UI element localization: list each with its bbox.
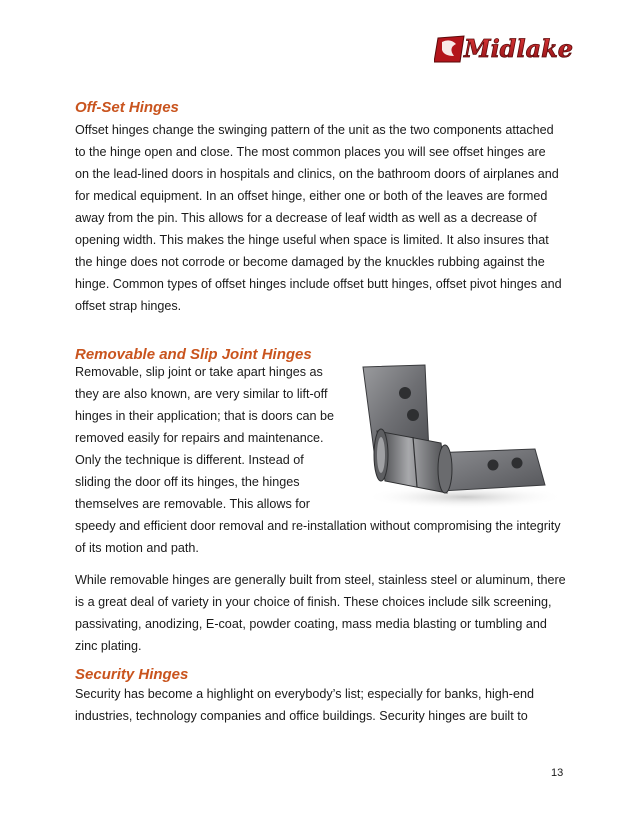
text-line: zinc plating.	[75, 639, 142, 653]
text-line: opening width. This makes the hinge useful when space is limited. It also insures that	[75, 233, 549, 247]
finish-options-paragraph	[75, 569, 575, 657]
text-line: hinges in their application; that is doors can be	[75, 409, 335, 423]
text-line: hinge. Common types of offset hinges include offset butt hinges, offset pivot hinges and	[75, 277, 562, 291]
text-line: Security has become a highlight on everybody’s list; especially for banks, high-end	[75, 687, 534, 701]
page-number: 13	[551, 767, 564, 779]
section-title-removable-hinges: Removable and Slip Joint Hinges	[75, 346, 312, 363]
text-line: is a great deal of variety in your choice of finish. These choices include silk screening,	[75, 595, 552, 609]
text-line: industries, technology companies and office buildings. Security hinges are built to	[75, 709, 528, 723]
text-line: offset strap hinges.	[75, 299, 182, 313]
security-hinges-paragraph	[75, 683, 575, 727]
text-line: passivating, anodizing, E-coat, powder coating, mass media blasting or tumbling and	[75, 617, 547, 631]
text-line: Offset hinges change the swinging pattern of the unit as the two components attached	[75, 123, 554, 137]
text-line: themselves are removable. This allows for	[75, 497, 310, 511]
removable-hinge-image	[345, 357, 568, 511]
text-line: of its motion and path.	[75, 541, 199, 555]
section-title-offset-hinges: Off-Set Hinges	[75, 99, 179, 116]
text-line: removed easily for repairs and maintenance.	[75, 431, 324, 445]
text-line: While removable hinges are generally built from steel, stainless steel or aluminum, there	[75, 573, 566, 587]
offset-hinges-paragraph	[75, 119, 575, 317]
text-line: Only the technique is different. Instead of	[75, 453, 304, 467]
midlake-logo	[434, 32, 584, 66]
section-title-security-hinges: Security Hinges	[75, 666, 189, 683]
text-line: speedy and efficient door removal and re-installation without compromising the integrity	[75, 519, 561, 533]
text-line: Removable, slip joint or take apart hinges as	[75, 365, 323, 379]
text-line: for medical equipment. In an offset hinge, either one or both of the leaves are formed	[75, 189, 548, 203]
text-line: to the hinge open and close. The most common places you will see offset hinges are	[75, 145, 546, 159]
text-line: they are also known, are very similar to lift-off	[75, 387, 328, 401]
logo-text: Midlake	[464, 34, 574, 63]
text-line: sliding the door off its hinges, the hinges	[75, 475, 300, 489]
text-line: on the lead-lined doors in hospitals and clinics, on the bathroom doors of airplanes and	[75, 167, 559, 181]
text-line: away from the pin. This allows for a decrease of leaf width as well as a decrease of	[75, 211, 537, 225]
text-line: the hinge does not corrode or become damaged by the knuckles rubbing against the	[75, 255, 545, 269]
